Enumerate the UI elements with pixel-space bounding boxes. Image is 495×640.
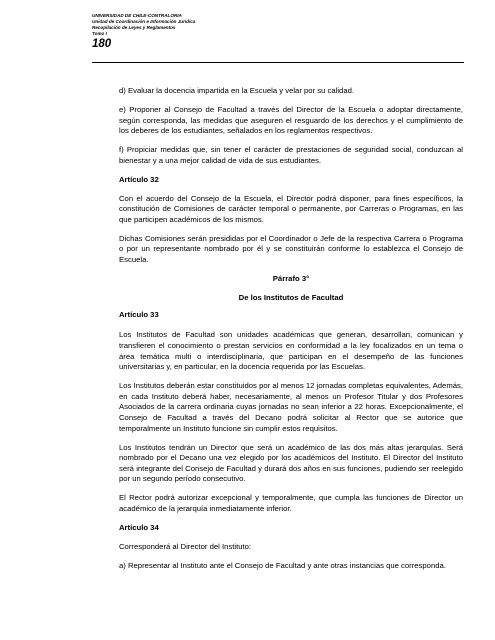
article-33-paragraph-3: Los Institutos tendrán un Director que será un académico de las dos más altas jerarquías. Será nombrado por el Decano una vez elegido por los académicos del Instituto. El Director del Instituto será integrante del Consejo de Facultad y durará dos años en sus funciones, pudiendo ser reelegido por un segundo período consecutivo. <box>119 442 463 484</box>
page-body <box>119 86 463 571</box>
article-32-paragraph-1: Con el acuerdo del Consejo de la Escuela, el Director podrá disponer, para fines específicos, la constitución de Comisiones de carácter temporal o permanente, por Carreras o Programas, en las que participen académicos de los mismos. <box>119 193 463 224</box>
article-34-paragraph-1: Corresponderá al Director del Instituto: <box>119 541 252 551</box>
header-unit: Unidad de Coordinación e Información Jurídica <box>92 19 196 24</box>
page-number: 180 <box>92 38 112 50</box>
article-32-heading: Artículo 32 <box>119 174 159 184</box>
article-33-paragraph-2: Los Institutos deberán estar constituidos por al menos 12 jornadas completas equivalentes, Además, en cada Instituto deberá haber, necesariamente, al menos un Profesor Titular y dos Profesores Asociados de la carrera ordinaria cuyas jornadas no sean inferior a 22 horas. Excepcionalmente, el Consejo de Facultad a través del Decano podrá solicitar al Rector que se autorice que temporalmente un Instituto funcione sin cumplir estos requisitos. <box>119 381 463 433</box>
paragraph-e: e) Proponer al Consejo de Facultad a través del Director de la Escuela o adoptar directamente, según corresponda, las medidas que aseguren el resguardo de los derechos y el cumplimiento de los deberes de los estudiantes, señalados en los reglamentos respectivos. <box>119 104 463 136</box>
header-collection: Recopilación de Leyes y Reglamentos <box>92 25 176 30</box>
header-institution: UNIVERSIDAD DE CHILE-CONTRALORIA <box>92 13 182 18</box>
header-divider <box>92 62 464 63</box>
paragraph-d: d) Evaluar la docencia impartida en la Escuela y velar por su calidad. <box>119 86 355 95</box>
section-subheading: De los Institutos de Facultad <box>238 293 344 303</box>
section-subheading-row <box>119 293 463 322</box>
article-34-heading: Artículo 34 <box>119 522 159 532</box>
paragraph-f: f) Propiciar medidas que, sin tener el carácter de prestaciones de seguridad social, conduzcan al bienestar y a una mejor calidad de vida de sus estudiantes. <box>119 145 463 165</box>
section-heading: Párrafo 3° <box>272 274 310 284</box>
article-33-heading: Artículo 33 <box>119 310 159 320</box>
article-33-paragraph-1: Los Institutos de Facultad son unidades académicas que generan, desarrollan, comunican y transfieren el conocimiento o prestan servicios en conformidad a la ley focalizados en un tema o área temática multi o interdisciplinaria, que participan en el desempeño de las funciones universitarias y, en particular, en la docencia requerida por las Escuelas. <box>119 330 463 372</box>
article-34-paragraph-a: a) Representar al Instituto ante el Consejo de Facultad y ante otras instancias que corresponda. <box>119 560 446 570</box>
article-33-paragraph-4: El Rector podrá autorizar excepcional y temporalmente, que cumpla las funciones de Director un académico de la jerarquía inmediatamente inferior. <box>119 493 463 513</box>
page-header <box>92 13 464 51</box>
header-volume: Tomo I <box>92 31 107 36</box>
article-32-paragraph-2: Dichas Comisiones serán presididas por el Coordinador o Jefe de la respectiva Carrera o Programa o por un representante nombrado por él y se constituirán conforme lo establezca el Consejo de Escuela. <box>119 233 463 265</box>
